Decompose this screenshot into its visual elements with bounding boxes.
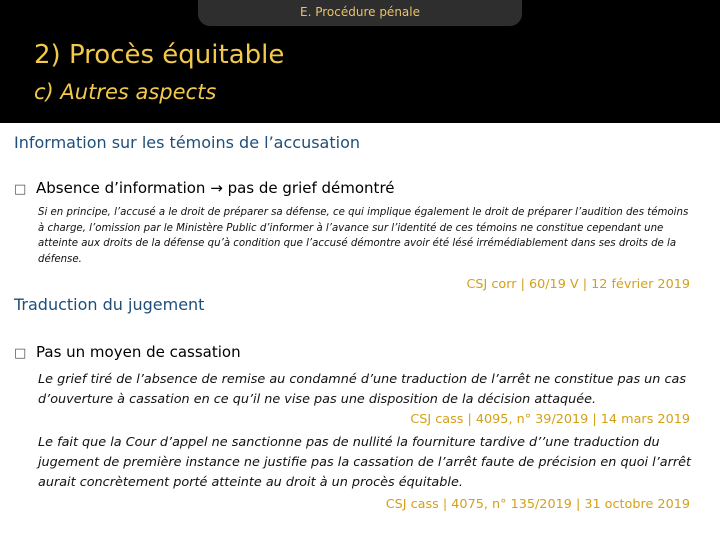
bullet-text: Absence d’information [36, 179, 211, 197]
bullet-absence-information [14, 179, 395, 197]
bullet-text-after-arrow: pas de grief démontré [222, 179, 395, 197]
bullet-pas-moyen-cassation [14, 343, 241, 361]
tab-text: E. Procédure pénale [300, 5, 420, 19]
bullet-text: Pas un moyen de cassation [36, 343, 241, 361]
reference-csj-cass-4075: CSJ cass | 4075, n° 135/2019 | 31 octobre 2019 [385, 497, 690, 512]
square-bullet-icon: □ [14, 182, 27, 197]
paragraph-grief: Le grief tiré de l’absence de remise au condamné d’une traduction de l’arrêt ne constitue pas un cas d’ouverture à cassation en ce qu’il ne vise pas une disposition de la décision attaquée. [38, 372, 687, 407]
square-bullet-icon: □ [14, 346, 27, 361]
right-arrow-icon: → [210, 179, 223, 197]
header-tab [198, 0, 522, 26]
slide-title: 2) Procès équitable [34, 40, 285, 70]
reference-csj-cass-4095: CSJ cass | 4095, n° 39/2019 | 14 mars 2019 [410, 412, 690, 427]
section-heading-temoins: Information sur les témoins de l’accusation [14, 133, 360, 152]
slide-subtitle: c) Autres aspects [34, 80, 217, 104]
section-heading-traduction: Traduction du jugement [14, 295, 205, 314]
reference-csj-corr: CSJ corr | 60/19 V | 12 février 2019 [466, 277, 690, 292]
detail-temoins: Si en principe, l’accusé a le droit de préparer sa défense, ce qui implique également le droit de préparer l’audition des témoins à charge, l’omission par le Ministère Public d’informer à l’avance sur l’identité de ces témoins ne constitue cependant une atteinte aux droits de la défense qu’à condition que l’accusé démontre avoir été lésé irrémédiablement dans ses droits de la défense. [38, 207, 689, 265]
paragraph-cour-appel: Le fait que la Cour d’appel ne sanctionne pas de nullité la fourniture tardive d’’une traduction du jugement de première instance ne justifie pas la cassation de l’arrêt faute de précision en quoi l’arrêt aurait concrètement porté atteinte au droit à un procès équitable. [38, 435, 692, 490]
content-area [0, 123, 720, 540]
